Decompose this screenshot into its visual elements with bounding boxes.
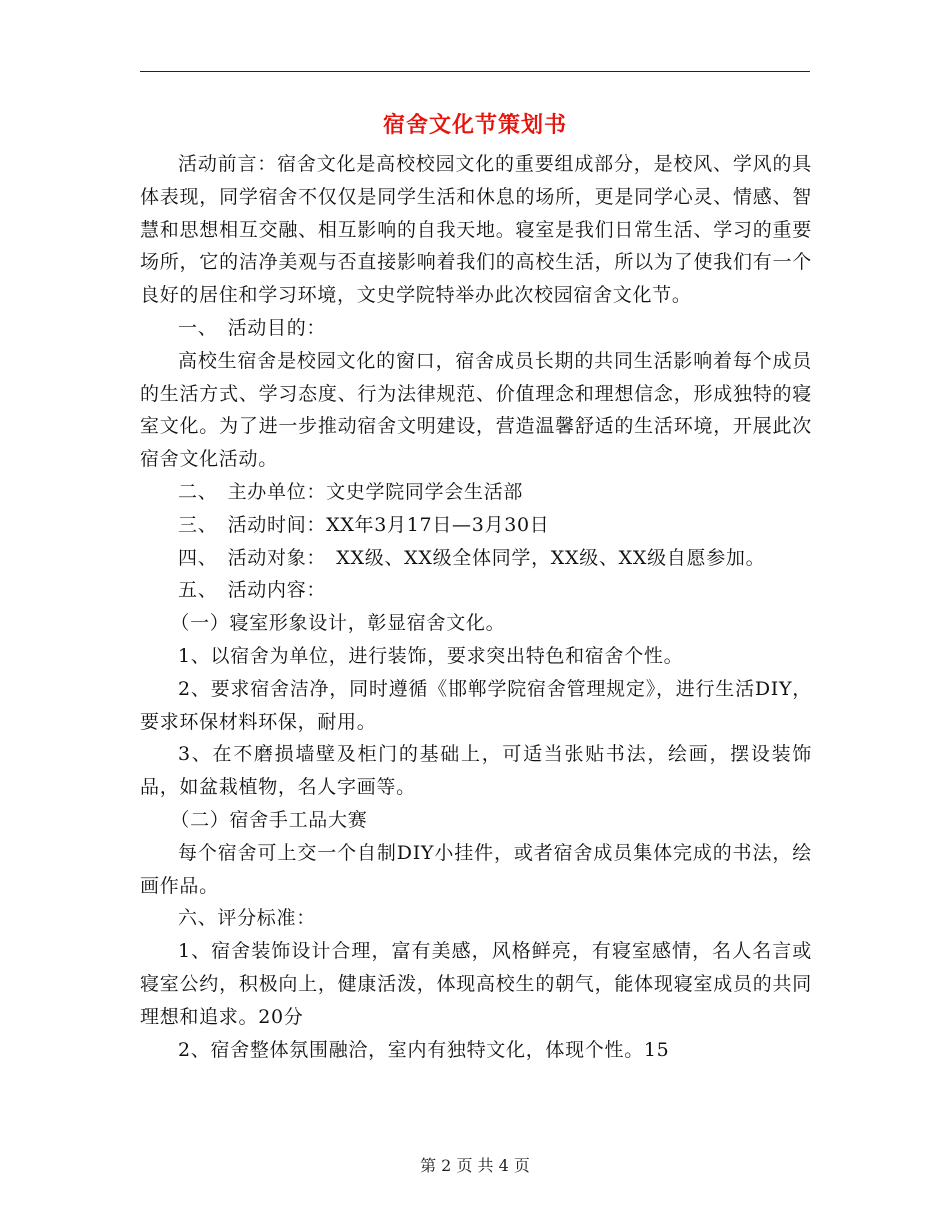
heading-organizer: 二、 主办单位：文史学院同学会生活部	[178, 480, 524, 503]
paragraph-handicraft: 每个宿舍可上交一个自制DIY小挂件，或者宿舍成员集体完成的书法，绘画作品。	[140, 841, 812, 897]
subheading-room-design: （一）寝室形象设计，彰显宿舍文化。	[170, 612, 506, 635]
paragraph-purpose: 高校生宿舍是校园文化的窗口，宿舍成员长期的共同生活影响着每个成员的生活方式、学习态度、行为法律规范、价值理念和理想信念，形成独特的寝室文化。为了进一步推动宿舍文明建设，营造温馨舒适的生活环境，开展此次宿舍文化活动。	[140, 349, 812, 471]
heading-content: 五、 活动内容：	[178, 579, 327, 602]
document-title: 宿舍文化节策划书	[382, 112, 567, 138]
page-number: 第 2 页 共 4 页	[420, 1156, 530, 1175]
list-item-wall-decor: 3、在不磨损墙壁及柜门的基础上，可适当张贴书法，绘画，摆设装饰品，如盆栽植物，名人字画等。	[140, 743, 812, 799]
subheading-handicraft: （二）宿舍手工品大赛	[170, 808, 368, 831]
list-item-score-design: 1、宿舍装饰设计合理，富有美感，风格鲜亮，有寝室感情，名人名言或寝室公约，积极向上，健康活泼，体现高校生的朝气，能体现寝室成员的共同理想和追求。20分	[140, 940, 812, 1028]
heading-purpose: 一、 活动目的：	[178, 316, 327, 339]
header-rule	[140, 71, 810, 72]
heading-scoring: 六、评分标准：	[178, 907, 316, 930]
paragraph-preface: 活动前言：宿舍文化是高校校园文化的重要组成部分，是校风、学风的具体表现，同学宿舍不仅仅是同学生活和休息的场所，更是同学心灵、情感、智慧和思想相互交融、相互影响的自我天地。寝室是我们日常生活、学习的重要场所，它的洁净美观与否直接影响着我们的高校生活，所以为了使我们有一个良好的居住和学习环境，文史学院特举办此次校园宿舍文化节。	[140, 153, 812, 307]
list-item-decoration: 1、以宿舍为单位，进行装饰，要求突出特色和宿舍个性。	[178, 644, 684, 667]
list-item-cleanliness: 2、要求宿舍洁净，同时遵循《邯郸学院宿舍管理规定》，进行生活DIY，要求环保材料环保，耐用。	[140, 677, 812, 733]
heading-time: 三、 活动时间：XX年3月17日—3月30日	[178, 513, 550, 536]
document-body	[140, 148, 812, 1066]
heading-participants: 四、 活动对象： XX级、XX级全体同学，XX级、XX级自愿参加。	[178, 546, 766, 569]
list-item-score-atmosphere: 2、宿舍整体氛围融洽，室内有独特文化，体现个性。15	[178, 1038, 670, 1061]
